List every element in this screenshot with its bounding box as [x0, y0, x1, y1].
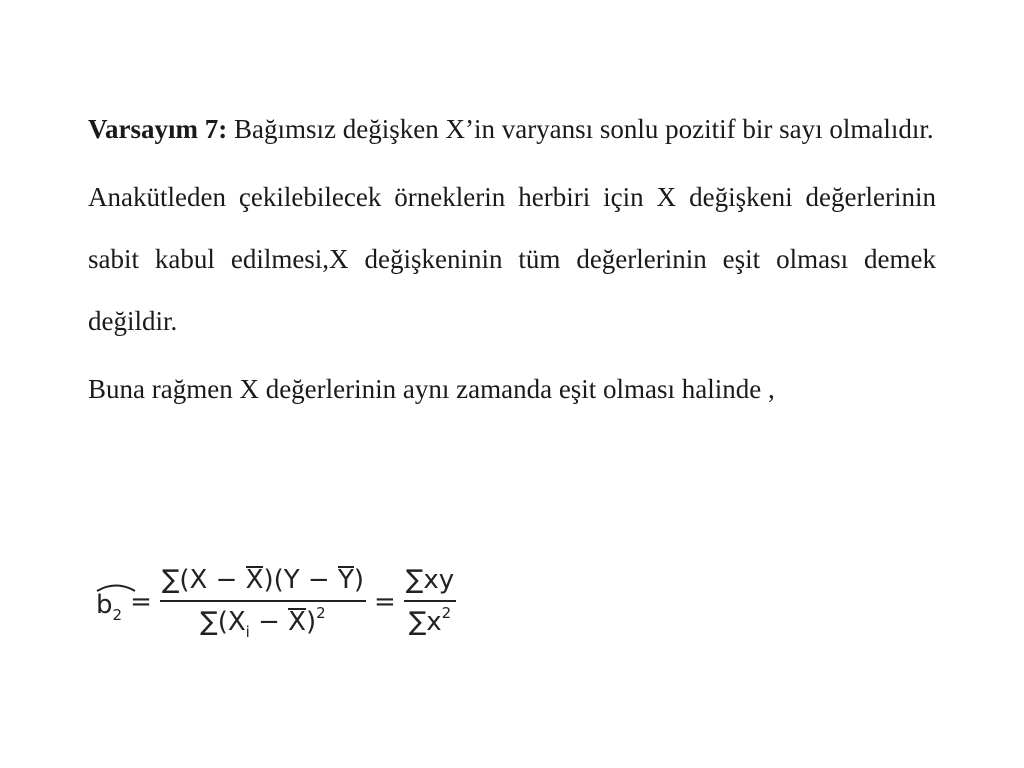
- formula-lhs: [96, 584, 123, 624]
- formula-equals-1: =: [130, 587, 152, 617]
- num-mid: )(Y −: [263, 564, 338, 595]
- den-right: ): [305, 606, 317, 637]
- fraction-1-numerator: [160, 562, 366, 598]
- fraction-1-denominator: [198, 604, 328, 643]
- assumption-text: Bağımsız değişken X’in varyansı sonlu pozitif bir sayı olmalıdır.: [227, 114, 934, 144]
- den-mid: −: [249, 606, 289, 637]
- formula-equals-2: =: [374, 587, 396, 617]
- num-left: ∑(X −: [161, 564, 246, 595]
- fraction-1-bar: [160, 600, 366, 602]
- hat-accent-icon: [96, 582, 136, 592]
- formula-lhs-base: b: [96, 590, 113, 620]
- den-sup: 2: [316, 603, 326, 622]
- formula-fraction-2: [404, 562, 456, 643]
- y-bar: Y: [337, 564, 354, 595]
- den2-sup: 2: [441, 603, 452, 622]
- formula-lhs-sub: 2: [112, 606, 123, 624]
- text-block: [88, 98, 936, 426]
- den-left: ∑(X: [200, 606, 246, 637]
- estimator-formula: [96, 552, 456, 652]
- paragraph-assumption: [88, 98, 936, 160]
- fraction-2-bar: [404, 600, 456, 602]
- x-bar: X: [245, 564, 264, 595]
- fraction-2-denominator: [407, 604, 453, 643]
- den-sub: i: [245, 622, 250, 641]
- den2-base: ∑x: [408, 606, 442, 637]
- assumption-label: Varsayım 7:: [88, 114, 228, 144]
- fraction-2-numerator: ∑xy: [405, 564, 455, 595]
- formula-fraction-1: [160, 562, 366, 643]
- paragraph-equal-values: Buna rağmen X değerlerinin aynı zamanda eşit olması halinde ,: [88, 374, 775, 404]
- paragraph-sampling: Anakütleden çekilebilecek örneklerin herbiri için X değişkeni değerlerinin sabit kabul edilmesi,X değişkeninin tüm değerlerinin eşit olması demek değildir.: [88, 182, 936, 336]
- num-right: ): [353, 564, 364, 595]
- den-x-bar: X: [288, 606, 306, 637]
